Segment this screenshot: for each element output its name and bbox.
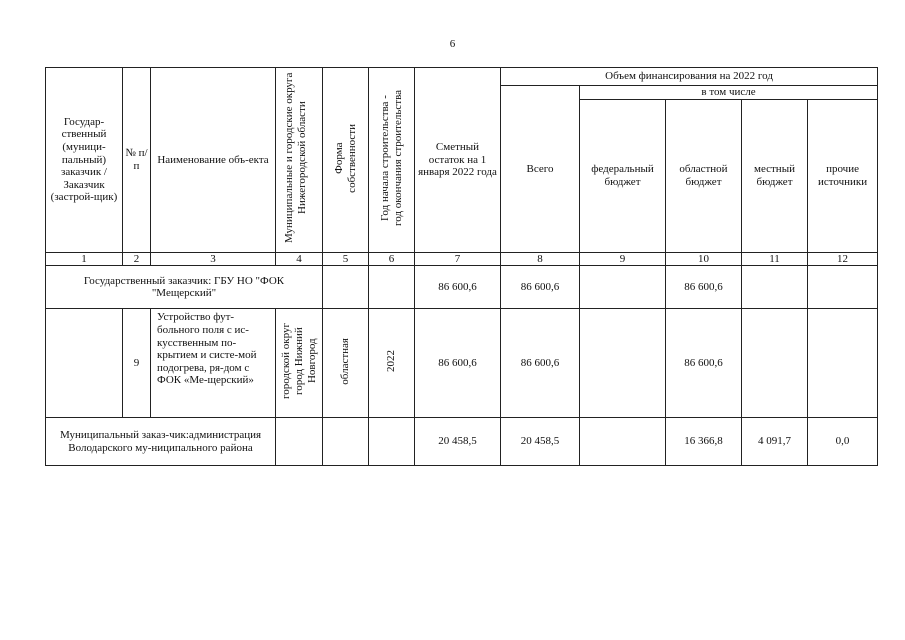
object-total: 86 600,6 — [501, 309, 580, 418]
municipal-customer-label: Муниципальный заказ-чик:администрация Володарского му-ниципального района — [46, 418, 276, 466]
header-regional: областной бюджет — [666, 99, 742, 252]
column-numbers-row — [46, 252, 878, 266]
table-row-municipal-customer — [46, 418, 878, 466]
header-funding: Объем финансирования на 2022 год — [501, 68, 878, 86]
state-customer-regional: 86 600,6 — [666, 266, 742, 309]
column-number: 7 — [415, 252, 501, 266]
object-municipality: городской округ город Нижний Новгород — [276, 309, 323, 418]
empty-cell — [808, 309, 878, 418]
empty-cell — [323, 266, 369, 309]
empty-cell — [742, 266, 808, 309]
header-row-1 — [46, 68, 878, 86]
empty-cell — [808, 266, 878, 309]
column-number: 3 — [151, 252, 276, 266]
object-regional: 86 600,6 — [666, 309, 742, 418]
header-ownership: Форма собственности — [323, 68, 369, 253]
column-number: 2 — [123, 252, 151, 266]
object-ownership: областная — [323, 309, 369, 418]
column-number: 6 — [369, 252, 415, 266]
header-municipality: Муниципальные и городские округа Нижегородской области — [276, 68, 323, 253]
empty-cell — [580, 266, 666, 309]
header-balance: Сметный остаток на 1 января 2022 года — [415, 68, 501, 253]
state-customer-total: 86 600,6 — [501, 266, 580, 309]
empty-cell — [369, 418, 415, 466]
municipal-customer-balance: 20 458,5 — [415, 418, 501, 466]
municipal-customer-other: 0,0 — [808, 418, 878, 466]
empty-cell — [276, 418, 323, 466]
municipal-customer-total: 20 458,5 — [501, 418, 580, 466]
object-no: 9 — [123, 309, 151, 418]
empty-cell — [46, 309, 123, 418]
empty-cell — [369, 266, 415, 309]
header-no: № п/п — [123, 68, 151, 253]
header-including: в том числе — [580, 86, 878, 100]
column-number: 12 — [808, 252, 878, 266]
column-number: 8 — [501, 252, 580, 266]
object-balance: 86 600,6 — [415, 309, 501, 418]
column-number: 10 — [666, 252, 742, 266]
column-number: 4 — [276, 252, 323, 266]
empty-cell — [323, 418, 369, 466]
financing-table — [45, 67, 878, 466]
page-number: 6 — [449, 38, 456, 50]
header-other: прочие источники — [808, 99, 878, 252]
header-years: Год начала строительства - год окончания строительства — [369, 68, 415, 253]
column-number: 1 — [46, 252, 123, 266]
column-number: 9 — [580, 252, 666, 266]
empty-cell — [580, 309, 666, 418]
object-years: 2022 — [369, 309, 415, 418]
header-federal: федеральный бюджет — [580, 99, 666, 252]
header-total: Всего — [501, 86, 580, 253]
header-object-name: Наименование объ-екта — [151, 68, 276, 253]
header-local: местный бюджет — [742, 99, 808, 252]
empty-cell — [742, 309, 808, 418]
municipal-customer-regional: 16 366,8 — [666, 418, 742, 466]
column-number: 5 — [323, 252, 369, 266]
empty-cell — [580, 418, 666, 466]
header-customer: Государ-ственный (муници-пальный) заказчик / Заказчик (застрой-щик) — [46, 68, 123, 253]
state-customer-balance: 86 600,6 — [415, 266, 501, 309]
state-customer-label: Государственный заказчик: ГБУ НО "ФОК "Мещерский" — [46, 266, 323, 309]
table-row-object — [46, 309, 878, 418]
object-name: Устройство фут-больного поля с ис-кусственным по-крытием и систе-мой подогрева, ря-дом с ФОК «Ме-щерский» — [151, 309, 276, 418]
column-number: 11 — [742, 252, 808, 266]
municipal-customer-local: 4 091,7 — [742, 418, 808, 466]
table-row-state-customer — [46, 266, 878, 309]
